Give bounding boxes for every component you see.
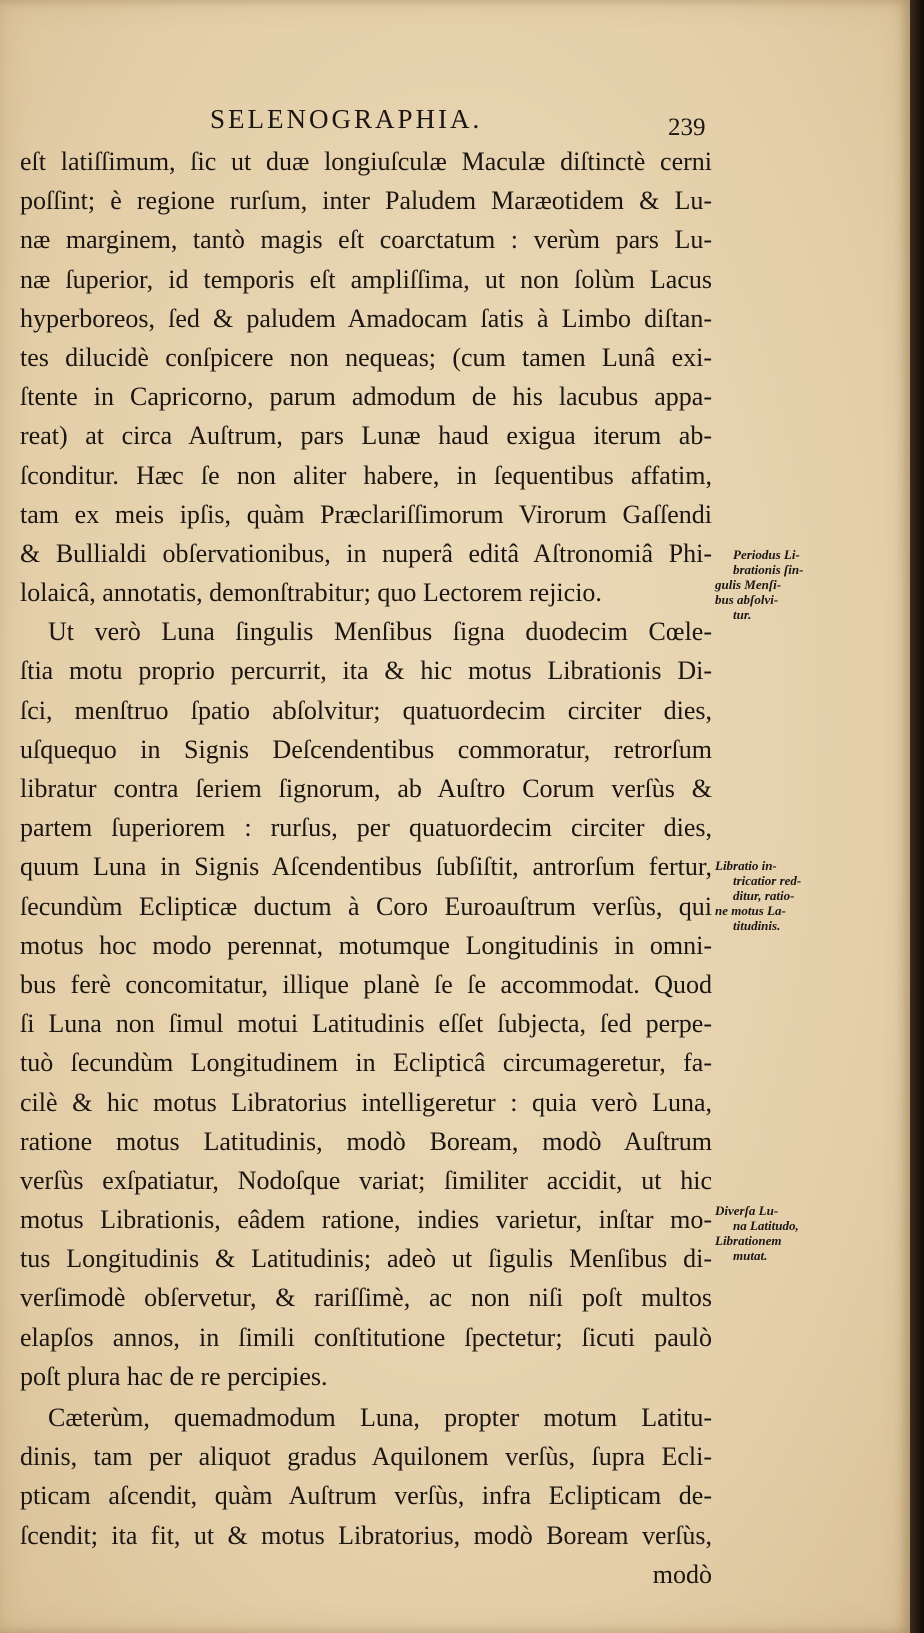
text-line: ſi Luna non ſimul motui Latitudinis eſſet ſubjecta, ſed perpe- (20, 1009, 712, 1039)
text-line: & Bullialdi obſervationibus, in nuperâ editâ Aſtronomiâ Phi- (20, 538, 712, 568)
text-line: næ ſuperior, id temporis eſt ampliſſima, ut non ſolùm Lacus (20, 264, 712, 294)
body-text (20, 142, 712, 1594)
text-line: hyperboreos, ſed & paludem Amadocam ſatis à Limbo diſtan- (20, 303, 712, 333)
text-line: ſcendit; ita fit, ut & motus Libratorius, modò Boream verſùs, (20, 1520, 712, 1550)
text-line: eſt latiſſimum, ſic ut duæ longiuſculæ Maculæ diſtinctè cerni (20, 147, 712, 176)
margin-note-libratio (715, 858, 805, 933)
margin-note-line: tricatior red- (733, 873, 802, 888)
margin-note-line: ne motus La- (715, 903, 786, 918)
text-line: poſſint; è regione rurſum, inter Paludem Maræotidem & Lu- (20, 186, 712, 216)
book-edge (910, 0, 924, 1633)
margin-note-line: na Latitudo, (733, 1218, 799, 1233)
text-line: tam ex meis ipſis, quàm Præclariſſimorum Virorum Gaſſendi (20, 499, 712, 529)
margin-note-diversa (715, 1203, 805, 1263)
text-line: ratione motus Latitudinis, modò Boream, modò Auſtrum (20, 1126, 712, 1156)
margin-note-line: gulis Menſi- (715, 577, 782, 592)
text-line: næ marginem, tantò magis eſt coarctatum : verùm pars Lu- (20, 225, 712, 255)
text-line: uſquequo in Signis Deſcendentibus commoratur, retrorſum (20, 734, 712, 764)
text-line: lolaicâ, annotatis, demonſtrabitur; quo Lectorem rejicio. (20, 578, 602, 608)
margin-note-line: titudinis. (733, 918, 781, 933)
text-line: ſci, menſtruo ſpatio abſolvitur; quatuordecim circiter dies, (20, 695, 712, 725)
text-line: ſecundùm Eclipticæ ductum à Coro Euroauſtrum verſùs, qui (20, 891, 712, 921)
text-line: cilè & hic motus Libratorius intelligeretur : quia verò Luna, (20, 1087, 712, 1117)
catchword: modò (652, 1559, 712, 1589)
text-line: reat) at circa Auſtrum, pars Lunæ haud exigua iterum ab- (20, 421, 712, 451)
text-line: tus Longitudinis & Latitudinis; adeò ut ſigulis Menſibus di- (20, 1244, 712, 1274)
text-line: Cæterùm, quemadmodum Luna, propter motum Latitu- (48, 1403, 712, 1432)
margin-note-line: Librationem (715, 1233, 782, 1248)
margin-note-line: tur. (733, 607, 752, 622)
text-line: verſimodè obſervetur, & rariſſimè, ac non niſi poſt multos (20, 1283, 712, 1313)
page-number: 239 (668, 114, 706, 141)
running-title: SELENOGRAPHIA. (210, 104, 483, 134)
text-line: tuò ſecundùm Longitudinem in Eclipticâ circumageretur, fa- (20, 1048, 712, 1078)
text-line: ſconditur. Hæc ſe non aliter habere, in ſequentibus affatim, (20, 460, 712, 490)
text-line: elapſos annos, in ſimili conſtitutione ſpectetur; ſicuti paulò (20, 1322, 712, 1352)
text-line: tes dilucidè conſpicere non nequeas; (cum tamen Lunâ exi- (20, 342, 712, 372)
margin-note-line: ditur, ratio- (733, 888, 795, 903)
margin-note-periodus (715, 547, 805, 622)
text-line: motus hoc modo perennat, motumque Longitudinis in omni- (20, 930, 712, 960)
margin-note-line: Diverſa Lu- (715, 1203, 779, 1218)
text-line: bus ferè concomitatur, illique planè ſe ſe accommodat. Quod (20, 969, 712, 999)
text-line: partem ſuperiorem : rurſus, per quatuordecim circiter dies, (20, 813, 712, 843)
text-line: motus Librationis, eâdem ratione, indies varietur, inſtar mo- (20, 1205, 712, 1235)
text-line: libratur contra ſeriem ſignorum, ab Auſtro Corum verſùs & (20, 774, 712, 803)
margin-note-line: brationis ſin- (733, 562, 804, 577)
margin-note-line: mutat. (733, 1248, 768, 1263)
text-line: Ut verò Luna ſingulis Menſibus ſigna duodecim Cœle- (48, 617, 712, 647)
text-line: dinis, tam per aliquot gradus Aquilonem verſùs, ſupra Ecli- (20, 1442, 712, 1472)
margin-note-line: bus abſolvi- (715, 592, 779, 607)
text-line: ſtia motu proprio percurrit, ita & hic motus Librationis Di- (20, 656, 712, 686)
text-line: poſt plura hac de re percipies. (20, 1361, 328, 1391)
page-header (0, 104, 910, 144)
margin-note-line: Libratio in- (715, 858, 777, 873)
text-line: ſtente in Capricorno, parum admodum de his lacubus appa- (20, 382, 712, 412)
text-line: pticam aſcendit, quàm Auſtrum verſùs, infra Eclipticam de- (20, 1481, 712, 1511)
text-line: verſùs exſpatiatur, Nodoſque variat; ſimiliter accidit, ut hic (20, 1165, 712, 1195)
text-line: quum Luna in Signis Aſcendentibus ſubſiſtit, antrorſum fertur, (20, 852, 712, 882)
margin-note-line: Periodus Li- (733, 547, 800, 562)
